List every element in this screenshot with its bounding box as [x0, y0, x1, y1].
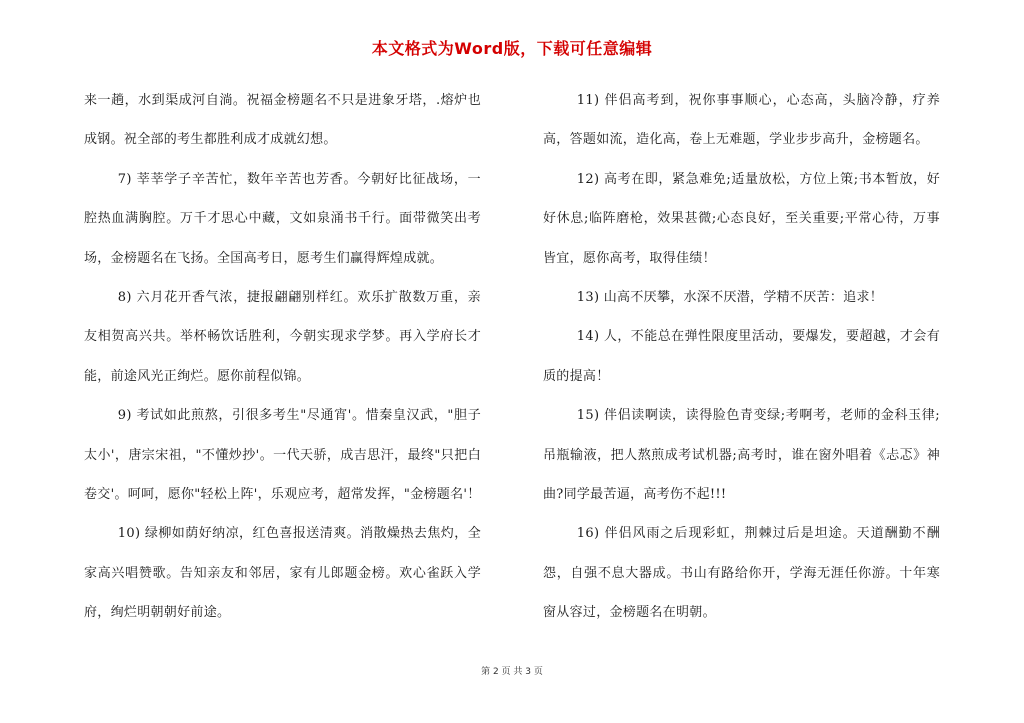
paragraph-16: 16) 伴侣风雨之后现彩虹，荆棘过后是坦途。天道酬勤不酬怨，自强不息大器成。书山有路给你开，学海无涯任你游。十年寒窗从容过，金榜题名在明朝。	[543, 526, 940, 621]
paragraph-7: 7) 莘莘学子辛苦忙，数年辛苦也芳香。今朝好比征战场，一腔热血满胸腔。万千才思心中藏，文如泉涌书千行。面带微笑出考场，金榜题名在飞扬。全国高考日，愿考生们赢得辉煌成就。	[84, 171, 481, 266]
paragraph-15: 15) 伴侣读啊读，读得脸色青变绿;考啊考，老师的金科玉律;吊瓶输液，把人熬煎成考试机器;高考时，谁在窗外唱着《忐忑》神曲?同学最苦逼，高考伤不起!!!	[543, 408, 940, 503]
left-text-column	[84, 81, 481, 633]
right-text-column	[543, 81, 940, 633]
paragraph-13: 13) 山高不厌攀，水深不厌潜，学精不厌苦：追求！	[576, 290, 884, 306]
paragraph-9: 9) 考试如此煎熬，引很多考生"尽通宵'。惜秦皇汉武，"胆子太小'，唐宗宋祖，"不懂炒抄'。一代天骄，成吉思汗，最终"只把白卷交'。呵呵，愿你"轻松上阵'，乐观应考，超常发挥，"金榜题名'！	[84, 408, 481, 503]
paragraph-11: 11) 伴侣高考到，祝你事事顺心，心态高，头脑冷静，疗养高，答题如流，造化高，卷上无难题，学业步步高升，金榜题名。	[543, 93, 940, 148]
paragraph-10: 10) 绿柳如荫好纳凉，红色喜报送清爽。消散燥热去焦灼，全家高兴唱赞歌。告知亲友和邻居，家有儿郎题金榜。欢心雀跃入学府，绚烂明朝朝好前途。	[84, 526, 481, 621]
page-number: 第 2 页 共 3 页	[481, 667, 543, 677]
document-banner: 本文格式为Word版，下载可任意编辑	[371, 39, 653, 58]
paragraph-8: 8) 六月花开香气浓，捷报翩翩别样红。欢乐扩散数万重，亲友相贺高兴共。举杯畅饮话胜利，今朝实现求学梦。再入学府长才能，前途风光正绚烂。愿你前程似锦。	[84, 290, 481, 384]
paragraph-continuation: 来一趟，水到渠成河自淌。祝福金榜题名不只是进象牙塔，.熔炉也成钢。祝全部的考生都胜利成才成就幻想。	[84, 93, 481, 148]
paragraph-14: 14) 人，不能总在弹性限度里活动，要爆发，要超越，才会有质的提高！	[543, 329, 940, 384]
paragraph-12: 12) 高考在即，紧急难免;适量放松，方位上策;书本暂放，好好休息;临阵磨枪，效果甚微;心态良好，至关重要;平常心待，万事皆宜，愿你高考，取得佳绩！	[543, 171, 940, 266]
